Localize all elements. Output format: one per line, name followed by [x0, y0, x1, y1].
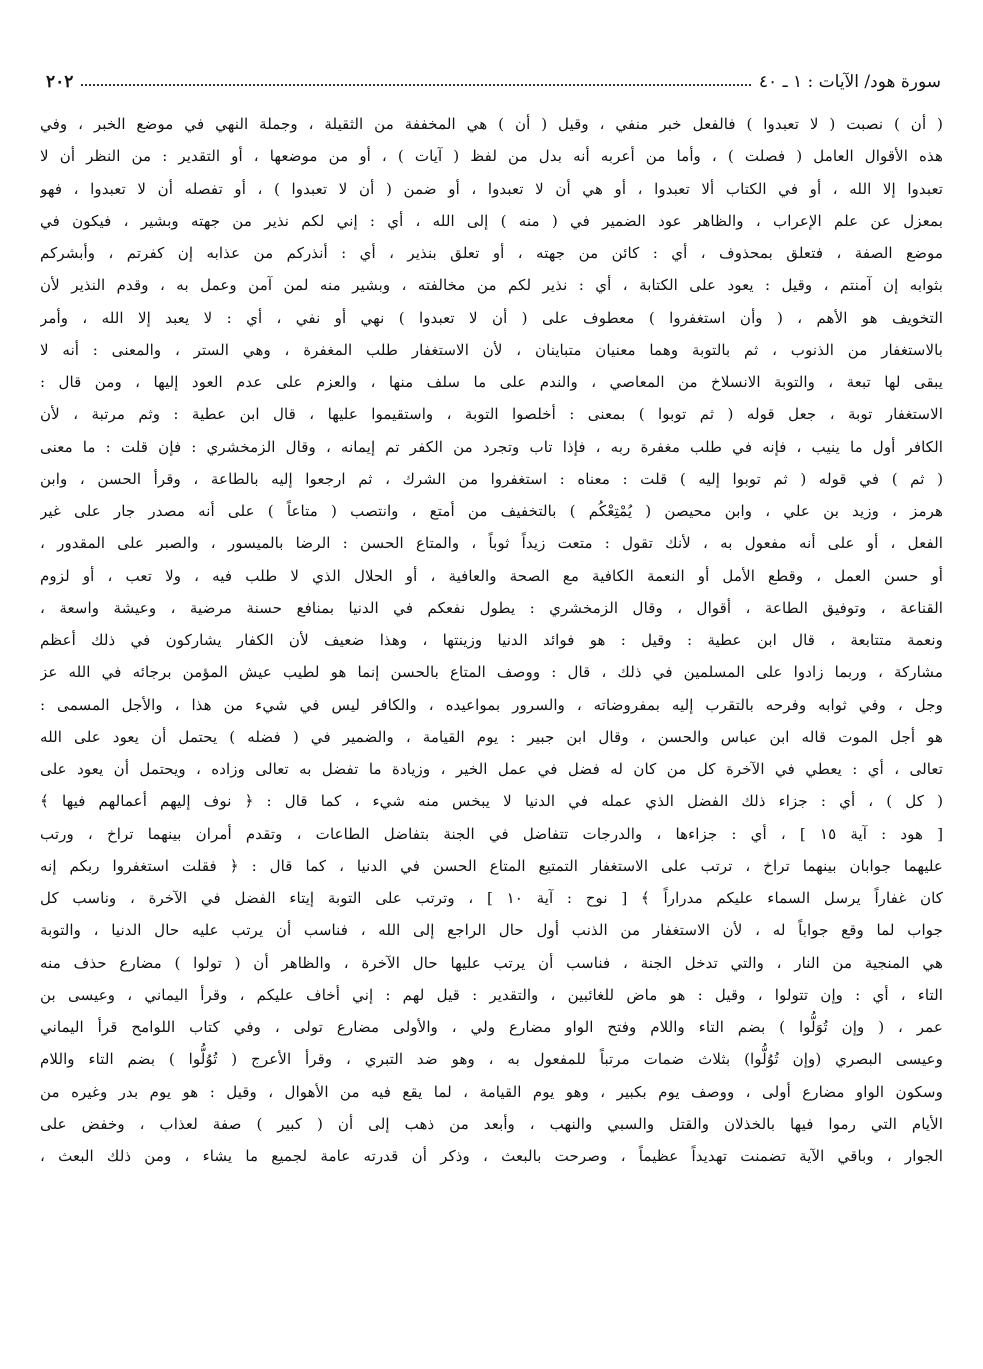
text-line: الأيام التي رموا فيها بالخذلان والقتل والسبي والنهب ، وأبعد من ذهب إلى أن ( كبير ) صفة لعذاب ، وخفض على	[40, 1114, 943, 1133]
text-line: الفعل ، أو على أنه مفعول به ، لأنك تقول : متعت زيداً ثوباً ، والمتاع الحسن : الرضا بالميسور ، والصبر على المقدور ،	[40, 534, 943, 553]
text-line: وعيسى البصري (وإن تُوُلُّوا) بثلاث ضمات مرتباً للمفعول به ، وهو ضد التبري ، وقرأ الأعرج ( تُوُلُّوا ) بضم التاء واللام	[40, 1050, 943, 1069]
text-line: وسكون الواو مضارع أولى ، ووصف يوم بكبير ، وهو يوم القيامة ، لما يقع فيه من الأهوال ، وقيل : هو يوم بدر وغيره من	[40, 1082, 943, 1101]
text-line: عمر ، ( وإن تُوَلُّوا ) بضم التاء واللام وفتح الواو مضارع ولي ، والأولى مضارع تولى ، وفي كتاب اللوامح قرأ اليماني	[40, 1018, 943, 1036]
text-line: بثوابه إن آمنتم ، وقيل : يعود على الكتابة ، أي : نذير لكم من مخالفته ، وبشير منه لمن آمن وعمل به ، وقدم النذير لأن	[40, 276, 943, 295]
text-line: أو حسن العمل ، وقطع الأمل أو النعمة الكافية مع الصحة والعافية ، أو الحلال الذي لا طلب فيه ، ولا تعب ، أو لزوم	[40, 566, 943, 585]
text-line: جواب لما وقع جواباً له ، لأن الاستغفار من الذنب أول حال الراجع إلى الله ، فناسب أن يرتب عليه حال الدنيا ، والتوبة	[40, 921, 943, 940]
text-line: هذه الأقوال العامل ( فصلت ) ، وأما من أعربه أنه بدل من لفظ ( آيات ) ، أو من موضعها ، أو التقدير : من النظر أن لا	[40, 147, 943, 166]
text-line: الجوار ، وباقي الآية تضمنت تهديداً عظيماً ، وصرحت بالبعث ، وذكر أن قدرته عامة لجميع ما يشاء ، ومن ذلك البعث ،	[40, 1147, 943, 1165]
text-line: هي المنجية من النار ، والتي تدخل الجنة ، فناسب أن يرتب عليها حال الآخرة ، والظاهر أن ( تولوا ) مضارع حذف منه	[40, 953, 943, 972]
text-line: هرمز ، وزيد بن علي ، وابن محيصن ( يُمْتِعْكُم ) بالتخفيف من أمتع ، وانتصب ( متاعاً ) على أنه مصدر جار على غير	[40, 502, 943, 520]
header-title: سورة هود/ الآيات : ١ ـ ٤٠	[758, 72, 941, 92]
text-line: كان غفاراً يرسل السماء عليكم مدراراً ﴾ [ نوح : آية ١٠ ] ، وترتب على التوبة إيتاء الفضل في الآخرة ، وناسب كل	[40, 889, 943, 907]
text-line: بالاستغفار من الذنوب ، ثم بالتوبة وهما معنيان متباينان ، لأن الاستغفار طلب المغفرة ، وهي الستر ، والمعنى : أنه لا	[40, 340, 943, 359]
text-line: بمعزل عن علم الإعراب ، والظاهر عود الضمير في ( منه ) إلى الله ، أي : إني لكم نذير من جهته وبشير ، فيكون في	[40, 211, 943, 230]
text-line: تعالى ، أي : يعطي في الآخرة كل من كان له فضل في عمل الخير ، وزيادة ما تفضل به تعالى وزاده ، ويحتمل أن يعود على	[40, 760, 943, 778]
text-line: الكافر أول ما ينيب ، فإنه في طلب مغفرة ربه ، فإذا تاب وتجرد من الكفر تم إيمانه ، وقال الزمخشري : فإن قلت : ما معنى	[40, 437, 943, 456]
page-number: ٢٠٢	[46, 72, 74, 92]
text-line: الاستغفار توبة ، جعل قوله ( ثم توبوا ) بمعنى : أخلصوا التوبة ، واستقيموا عليها ، قال ابن عطية : وثم مرتبة ، لأن	[40, 405, 943, 424]
text-line: وجل ، وفي ثوابه وفرحه بالتقرب إليه بمفروضاته ، والسرور بمواعيده ، والكافر ليس في شيء من هذا ، والأجل المسمى :	[40, 695, 943, 714]
text-line: ونعمة متتابعة ، قال ابن عطية : وقيل : هو فوائد الدنيا وزينتها ، وهذا ضعيف لأن الكفار يشاركون في ذلك أعظم	[40, 631, 943, 649]
running-header	[40, 70, 943, 94]
text-line: مشاركة ، وربما زادوا على المسلمين في ذلك ، قال : ووصف المتاع بالحسن إنما هو لطيب عيش المؤمن برجائه في الله عز	[40, 663, 943, 682]
text-line: ( كل ) ، أي : جزاء ذلك الفضل الذي عمله في الدنيا لا يبخس منه شيء ، كما قال : ﴿ نوف إليهم أعمالهم فيها ﴾	[40, 792, 943, 811]
text-line: التاء ، أي : وإن تتولوا ، وقيل : هو ماض للغائبين ، والتقدير : قيل لهم : إني أخاف عليكم ، وقرأ اليماني ، وعيسى بن	[40, 985, 943, 1004]
text-line: هو أجل الموت قاله ابن عباس والحسن ، وقال ابن جبير : يوم القيامة ، والضمير في ( فضله ) يحتمل أن يعود على الله	[40, 727, 943, 746]
text-line: التخويف هو الأهم ، ( وأن استغفروا ) معطوف على ( أن لا تعبدوا ) نهي أو نفي ، أي : لا يعبد إلا الله ، وأمر	[40, 308, 943, 327]
body-text	[40, 108, 943, 1172]
text-line: القناعة ، وتوفيق الطاعة ، أقوال ، وقال الزمخشري : يطول نفعكم في الدنيا بمنافع حسنة مرضية ، وعيشة واسعة ،	[40, 598, 943, 617]
text-line: يبقى لها تبعة ، والتوبة الانسلاخ من المعاصي ، والندم على ما سلف منها ، والعزم على عدم العود إليها ، ومن قال :	[40, 373, 943, 391]
text-line: تعبدوا إلا الله ، أو في الكتاب ألا تعبدوا ، أو هي أن لا تعبدوا ، أو ضمن ( أن لا تعبدوا ) ، أو تفصله أن لا تعبدوا ، فهو	[40, 179, 943, 198]
header-dotted-leader	[81, 74, 751, 86]
text-line: عليهما جوابان بينهما تراخ ، ترتب على الاستغفار التمتيع المتاع الحسن في الدنيا ، كما قال : ﴿ فقلت استغفروا ربكم إنه	[40, 856, 943, 875]
text-line: ( أن ) نصبت ( لا تعبدوا ) فالفعل خبر منفي ، وقيل ( أن ) هي المخففة من الثقيلة ، وجملة النهي في موضع الخبر ، وفي	[40, 115, 943, 133]
text-line: موضع الصفة ، فتعلق بمحذوف ، أي : كائن من جهته ، أو تعلق بنذير ، أي : أنذركم من عذابه إن كفرتم ، وأبشركم	[40, 244, 943, 262]
text-line: ( ثم ) في قوله ( ثم توبوا إليه ) قلت : معناه : استغفروا من الشرك ، ثم ارجعوا إليه بالطاعة ، وقرأ الحسن ، وابن	[40, 469, 943, 488]
text-line: [ هود : آية ١٥ ] ، أي : جزاءها ، والدرجات تتفاضل في الجنة بتفاضل الطاعات ، وتقدم أمران بينهما تراخ ، ورتب	[40, 824, 943, 843]
